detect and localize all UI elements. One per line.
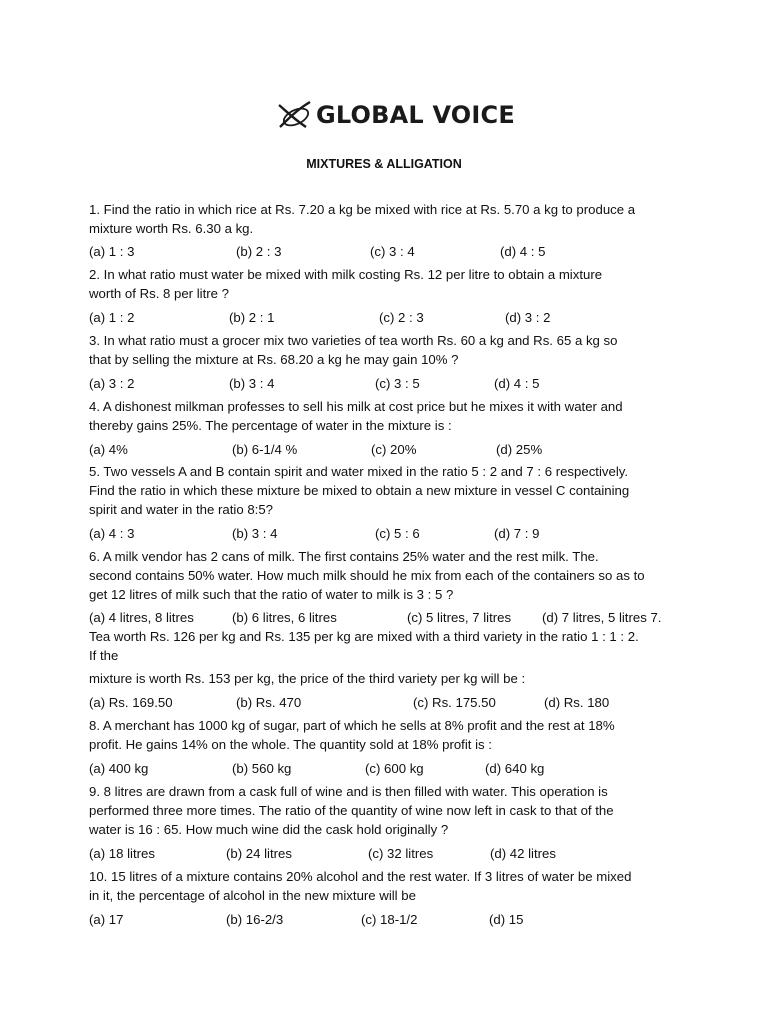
question-8-option-c: (c) 600 kg [365, 761, 424, 776]
question-10-line-2: in it, the percentage of alcohol in the new mixture will be [89, 888, 416, 903]
question-2-option-d: (d) 3 : 2 [505, 310, 551, 325]
question-6-option-a: (a) 4 litres, 8 litres [89, 610, 194, 625]
question-7-option-d: (d) Rs. 180 [544, 695, 610, 710]
question-1-option-c: (c) 3 : 4 [370, 244, 415, 259]
question-7-line-2: If the [89, 648, 119, 663]
question-2-option-c: (c) 2 : 3 [379, 310, 424, 325]
question-5-option-b: (b) 3 : 4 [232, 526, 278, 541]
question-3-option-c: (c) 3 : 5 [375, 376, 420, 391]
question-9-option-d: (d) 42 litres [490, 846, 556, 861]
question-1-option-b: (b) 2 : 3 [236, 244, 282, 259]
question-5-option-c: (c) 5 : 6 [375, 526, 420, 541]
question-7-option-c: (c) Rs. 175.50 [413, 695, 496, 710]
question-4-line-2: thereby gains 25%. The percentage of water in the mixture is : [89, 418, 452, 433]
question-5-option-a: (a) 4 : 3 [89, 526, 135, 541]
question-2-line-2: worth of Rs. 8 per litre ? [89, 286, 229, 301]
question-3-option-b: (b) 3 : 4 [229, 376, 275, 391]
question-5-line-1: 5. Two vessels A and B contain spirit and water mixed in the ratio 5 : 2 and 7 : 6 respectively. [89, 464, 629, 479]
question-6-line-3: get 12 litres of milk such that the ratio of water to milk is 3 : 5 ? [89, 587, 454, 602]
question-8-line-1: 8. A merchant has 1000 kg of sugar, part of which he sells at 8% profit and the rest at 18% [89, 718, 615, 733]
question-6-option-d: (d) 7 litres, 5 litres 7. [542, 610, 662, 625]
question-9-option-a: (a) 18 litres [89, 846, 155, 861]
page-title: MIXTURES & ALLIGATION [306, 157, 462, 171]
question-7-option-b: (b) Rs. 470 [236, 695, 302, 710]
question-9-line-3: water is 16 : 65. How much wine did the cask hold originally ? [89, 822, 449, 837]
question-5-line-3: spirit and water in the ratio 8:5? [89, 502, 273, 517]
question-4-option-b: (b) 6-1/4 % [232, 442, 298, 457]
question-1-option-a: (a) 1 : 3 [89, 244, 135, 259]
question-6-option-b: (b) 6 litres, 6 litres [232, 610, 337, 625]
question-6-line-1: 6. A milk vendor has 2 cans of milk. The first contains 25% water and the rest milk. The. [89, 549, 599, 564]
question-3-line-1: 3. In what ratio must a grocer mix two varieties of tea worth Rs. 60 a kg and Rs. 65 a kg so [89, 333, 618, 348]
question-4-option-a: (a) 4% [89, 442, 128, 457]
question-2-line-1: 2. In what ratio must water be mixed with milk costing Rs. 12 per litre to obtain a mixture [89, 267, 603, 282]
question-7-line-3: mixture is worth Rs. 153 per kg, the price of the third variety per kg will be : [89, 671, 526, 686]
question-1-line-2: mixture worth Rs. 6.30 a kg. [89, 221, 254, 236]
question-10-option-a: (a) 17 [89, 912, 124, 927]
question-10-line-1: 10. 15 litres of a mixture contains 20% alcohol and the rest water. If 3 litres of water be mixed [89, 869, 632, 884]
brand-logo [276, 97, 515, 133]
question-4-line-1: 4. A dishonest milkman professes to sell his milk at cost price but he mixes it with water and [89, 399, 623, 414]
question-1-option-d: (d) 4 : 5 [500, 244, 546, 259]
question-8-option-b: (b) 560 kg [232, 761, 292, 776]
question-10-option-d: (d) 15 [489, 912, 524, 927]
question-1-line-1: 1. Find the ratio in which rice at Rs. 7.20 a kg be mixed with rice at Rs. 5.70 a kg to produce a [89, 202, 636, 217]
question-6-line-2: second contains 50% water. How much milk should he mix from each of the containers so as to [89, 568, 645, 583]
brand-name: GLOBAL VOICE [316, 101, 515, 129]
question-5-line-2: Find the ratio in which these mixture be mixed to obtain a new mixture in vessel C containing [89, 483, 630, 498]
question-8-option-a: (a) 400 kg [89, 761, 149, 776]
question-10-option-c: (c) 18-1/2 [361, 912, 418, 927]
question-9-option-c: (c) 32 litres [368, 846, 434, 861]
question-3-option-d: (d) 4 : 5 [494, 376, 540, 391]
question-2-option-b: (b) 2 : 1 [229, 310, 275, 325]
question-7-line-1: Tea worth Rs. 126 per kg and Rs. 135 per kg are mixed with a third variety in the ratio 1 : 1 : 2. [89, 629, 639, 644]
question-3-line-2: that by selling the mixture at Rs. 68.20 a kg he may gain 10% ? [89, 352, 459, 367]
question-9-option-b: (b) 24 litres [226, 846, 292, 861]
swoosh-x-logo-icon [276, 99, 314, 131]
question-5-option-d: (d) 7 : 9 [494, 526, 540, 541]
question-4-option-c: (c) 20% [371, 442, 417, 457]
question-3-option-a: (a) 3 : 2 [89, 376, 135, 391]
question-8-option-d: (d) 640 kg [485, 761, 545, 776]
question-7-option-a: (a) Rs. 169.50 [89, 695, 173, 710]
question-8-line-2: profit. He gains 14% on the whole. The quantity sold at 18% profit is : [89, 737, 492, 752]
question-10-option-b: (b) 16-2/3 [226, 912, 284, 927]
question-9-line-1: 9. 8 litres are drawn from a cask full of wine and is then filled with water. This operation is [89, 784, 608, 799]
question-4-option-d: (d) 25% [496, 442, 543, 457]
question-6-option-c: (c) 5 litres, 7 litres [407, 610, 512, 625]
question-2-option-a: (a) 1 : 2 [89, 310, 135, 325]
question-9-line-2: performed three more times. The ratio of the quantity of wine now left in cask to that of the [89, 803, 614, 818]
